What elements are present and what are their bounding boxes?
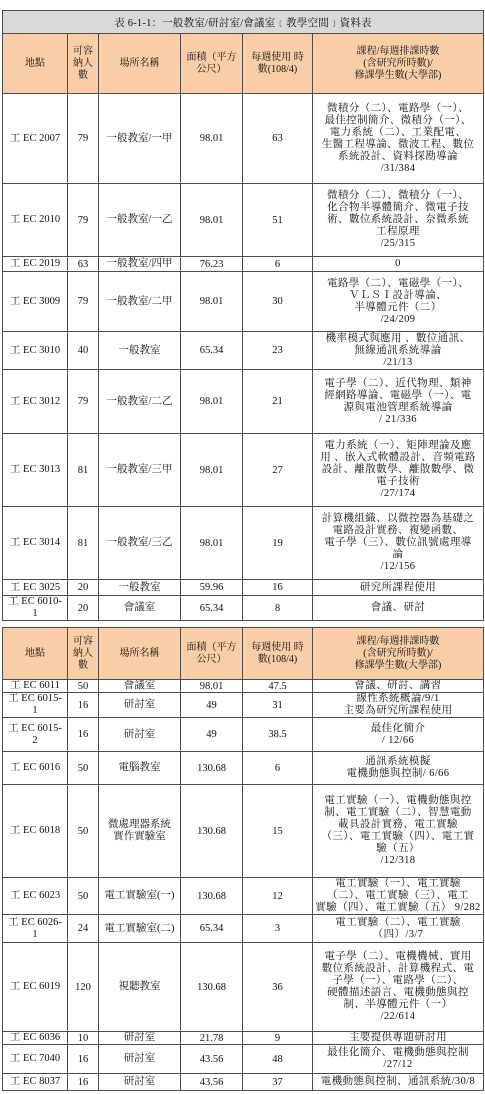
- courses-cell-line: 電工實驗（一）、電工實驗: [335, 878, 461, 889]
- courses-cell-line: 電子學（三）、數位訊號處理導: [324, 537, 472, 548]
- courses-cell-line: 電路設計實務、複變函數、: [332, 525, 464, 536]
- header-area-line: 公尺）: [196, 653, 227, 665]
- location-cell: [3, 1074, 68, 1091]
- weekly-hours-cell: 48: [243, 1045, 313, 1074]
- room-name-cell-line: 研討室: [123, 728, 156, 740]
- courses-cell-line: 電子技術: [376, 476, 420, 487]
- room-name-cell-line: 會議室: [123, 602, 156, 613]
- location-cell: [3, 680, 68, 693]
- header-room-name-line: 場所名稱: [119, 647, 160, 659]
- location-cell-line: 工 EC 6018: [9, 825, 61, 836]
- room-name-cell: [99, 785, 181, 878]
- location-cell-line: 工 EC 6015-: [8, 693, 62, 704]
- area-cell: 130.68: [181, 878, 243, 915]
- room-name-cell-line: 實作實驗室: [113, 831, 166, 842]
- courses-cell-line: 制、電工實驗（二）、智慧電動: [324, 807, 472, 818]
- table-row: [3, 332, 484, 370]
- courses-cell: [313, 943, 484, 1032]
- table-row: [3, 580, 484, 596]
- room-name-cell: [99, 370, 181, 434]
- courses-cell-line: 計算機組織、以微控器為基礎之: [321, 513, 475, 524]
- header-weekly-hours-line: 每週使用 時: [251, 641, 304, 653]
- table-row: [3, 370, 484, 434]
- area-cell: 98.01: [181, 272, 243, 332]
- weekly-hours-cell: 51: [243, 184, 313, 257]
- header-location-line: 地點: [25, 57, 45, 69]
- weekly-hours-cell: 21: [243, 370, 313, 434]
- location-cell: [3, 434, 68, 507]
- weekly-hours-cell: 23: [243, 332, 313, 370]
- courses-cell-line: / 21/336: [379, 413, 417, 425]
- location-cell: [3, 878, 68, 915]
- courses-cell-line: 最佳化簡介: [370, 722, 426, 734]
- area-cell: 59.96: [181, 580, 243, 596]
- capacity-cell: 16: [68, 718, 99, 752]
- area-cell: 98.01: [181, 184, 243, 257]
- table-row: [3, 257, 484, 272]
- header-row: [3, 34, 484, 94]
- capacity-cell: 16: [68, 1045, 99, 1074]
- capacity-cell: 16: [68, 1074, 99, 1091]
- header-area: [181, 34, 243, 94]
- location-cell-line: 工 EC 6010-: [8, 596, 62, 607]
- room-name-cell-line: 視聽教室: [118, 981, 161, 992]
- room-name-cell: [99, 596, 181, 621]
- location-cell: [3, 693, 68, 718]
- table-row: [3, 94, 484, 184]
- capacity-cell: 24: [68, 915, 99, 943]
- location-cell-line: 工 EC 3014: [9, 537, 61, 548]
- room-name-cell-line: 會議室: [123, 680, 156, 691]
- header-capacity-line: 納人: [73, 57, 93, 69]
- courses-cell-line: 機率模式與應用 、數位通訊、: [325, 332, 471, 344]
- courses-cell-line: /22/614: [380, 1011, 416, 1022]
- room-name-cell-line: 電腦教室: [118, 762, 161, 773]
- weekly-hours-cell: 12: [243, 878, 313, 915]
- room-name-cell: [99, 943, 181, 1032]
- courses-cell-line: 主要為研究所課程使用: [343, 705, 453, 716]
- courses-cell-line: 最佳控制簡介、微積分（一）、: [324, 114, 472, 126]
- courses-cell: [313, 1045, 484, 1074]
- header-courses-line: 課程/每週排課時數: [356, 45, 440, 57]
- room-name-cell-line: 一般教室/一甲: [106, 132, 173, 144]
- location-cell: [3, 257, 68, 272]
- location-cell: [3, 915, 68, 943]
- courses-cell-line: 論: [392, 549, 404, 560]
- courses-cell-line: /25/315: [380, 238, 416, 249]
- capacity-cell: 50: [68, 680, 99, 693]
- header-weekly-hours: [243, 628, 313, 680]
- courses-cell-line: 生醫工程導論、微波工程、數位: [321, 138, 475, 150]
- courses-cell: [313, 596, 484, 621]
- courses-cell-line: /12/156: [380, 561, 416, 572]
- courses-cell: [313, 507, 484, 580]
- room-name-cell: [99, 332, 181, 370]
- area-cell: 98.01: [181, 434, 243, 507]
- courses-cell-line: 設計、離散數學、離散數學、微: [321, 464, 475, 475]
- courses-cell-line: 半導體元件（二）: [354, 301, 442, 313]
- header-room-name-line: 場所名稱: [119, 57, 160, 69]
- area-cell: 49: [181, 718, 243, 752]
- courses-cell-line: 電機動態與控制、通訊系統/30/8: [320, 1076, 476, 1087]
- header-area-line: 面積（平方: [186, 51, 237, 63]
- location-cell: [3, 943, 68, 1032]
- courses-cell-line: 載具設計實務、電工實驗: [338, 819, 458, 830]
- courses-cell-line: /27/174: [380, 488, 416, 499]
- courses-cell-line: 工程原理: [376, 226, 420, 237]
- location-cell-line: 工 EC 3010: [9, 344, 61, 356]
- room-name-cell-line: 一般教室: [118, 344, 161, 356]
- capacity-cell: 16: [68, 693, 99, 718]
- capacity-cell: 81: [68, 434, 99, 507]
- header-room-name: [99, 34, 181, 94]
- location-cell: [3, 596, 68, 621]
- capacity-cell: 79: [68, 370, 99, 434]
- room-name-cell: [99, 752, 181, 785]
- title-row: [3, 11, 484, 34]
- area-cell: 49: [181, 693, 243, 718]
- courses-cell: [313, 785, 484, 878]
- location-cell: [3, 785, 68, 878]
- header-courses-line: 課程/每週排課時數: [356, 635, 440, 647]
- table-row: [3, 718, 484, 752]
- courses-cell-line: 系統設計、資料探勘導論: [338, 150, 458, 162]
- courses-cell: [313, 94, 484, 184]
- header-location-line: 地點: [25, 647, 45, 659]
- table-row: [3, 507, 484, 580]
- header-capacity-line: 數: [78, 69, 88, 81]
- capacity-cell: 50: [68, 878, 99, 915]
- location-cell-line: 工 EC 3025: [9, 581, 61, 593]
- header-capacity: [68, 34, 99, 94]
- courses-cell-line: 微積分（二）、電路學（一）、: [326, 102, 470, 114]
- location-cell: [3, 507, 68, 580]
- header-courses-line: 修課學生數(大學部): [354, 659, 442, 671]
- header-capacity-line: 納人: [73, 647, 93, 659]
- location-cell-line: 1: [32, 928, 38, 940]
- courses-cell: [313, 370, 484, 434]
- capacity-cell: 20: [68, 596, 99, 621]
- courses-cell-line: 電力系統（一）、矩陣理論及應: [324, 440, 472, 451]
- location-cell: [3, 184, 68, 257]
- location-cell-line: 工 EC 3009: [9, 295, 61, 307]
- header-courses-line: (含研究所時數)/: [363, 57, 433, 69]
- location-cell: [3, 272, 68, 332]
- header-room-name: [99, 628, 181, 680]
- weekly-hours-cell: 19: [243, 507, 313, 580]
- location-cell-line: 工 EC 7040: [9, 1053, 61, 1064]
- header-courses: [313, 628, 484, 680]
- capacity-cell: 10: [68, 1032, 99, 1045]
- weekly-hours-cell: 3: [243, 915, 313, 943]
- room-name-cell: [99, 507, 181, 580]
- courses-cell-line: 數位系統設計、計算機程式、電: [321, 963, 475, 974]
- weekly-hours-cell: 8: [243, 596, 313, 621]
- room-name-cell: [99, 1032, 181, 1045]
- header-weekly-hours-line: 數(108/4): [257, 63, 298, 75]
- location-cell: [3, 1045, 68, 1074]
- location-cell-line: 工 EC 6036: [9, 1032, 61, 1043]
- room-name-cell-line: 電工實驗室(二): [104, 922, 175, 934]
- room-name-cell-line: 微處理器系統: [108, 819, 171, 830]
- weekly-hours-cell: 31: [243, 693, 313, 718]
- location-cell-line: 工 EC 6015-: [8, 722, 62, 734]
- location-cell: [3, 752, 68, 785]
- courses-cell-line: 經網路導論、電磁學（一）、電: [324, 389, 472, 401]
- header-courses-line: (含研究所時數)/: [363, 647, 433, 659]
- room-name-cell: [99, 272, 181, 332]
- location-cell-line: 工 EC 6026-: [8, 916, 62, 928]
- weekly-hours-cell: 15: [243, 785, 313, 878]
- header-area-line: 公尺）: [196, 63, 227, 75]
- weekly-hours-cell: 38.5: [243, 718, 313, 752]
- location-cell-line: 工 EC 6019: [9, 981, 61, 992]
- table-row: [3, 785, 484, 878]
- area-cell: 21.78: [181, 1032, 243, 1045]
- location-cell-line: 工 EC 8037: [9, 1076, 61, 1087]
- capacity-cell: 63: [68, 257, 99, 272]
- location-cell-line: 工 EC 3013: [9, 464, 61, 475]
- teaching-space-table-part-2: [2, 627, 484, 1091]
- header-location: [3, 628, 68, 680]
- header-area: [181, 628, 243, 680]
- header-courses-line: 修課學生數(大學部): [354, 69, 442, 81]
- courses-cell-line: 線性系統概論/9/1: [356, 693, 440, 704]
- header-courses: [313, 34, 484, 94]
- area-cell: 98.01: [181, 370, 243, 434]
- courses-cell-line: （四）/3/7: [372, 928, 424, 940]
- courses-cell-line: 電力系統（二）、工業配電、: [329, 126, 467, 138]
- room-name-cell: [99, 434, 181, 507]
- courses-cell-line: 電路學（二）、電磁學（一）、: [326, 277, 470, 289]
- courses-cell-line: 源與電池管理系統導論: [343, 401, 453, 413]
- room-name-cell: [99, 693, 181, 718]
- header-weekly-hours: [243, 34, 313, 94]
- teaching-space-table-part-1: [2, 10, 484, 621]
- courses-cell-line: （二）、電工實驗（三）、電工: [326, 890, 470, 901]
- location-cell-line: 工 EC 2007: [9, 132, 61, 144]
- location-cell-line: 工 EC 6011: [10, 680, 60, 691]
- table-row: [3, 752, 484, 785]
- capacity-cell: 81: [68, 507, 99, 580]
- courses-cell: [313, 915, 484, 943]
- room-name-cell: [99, 718, 181, 752]
- location-cell-line: 工 EC 6016: [9, 762, 61, 773]
- room-name-cell: [99, 915, 181, 943]
- capacity-cell: 50: [68, 785, 99, 878]
- courses-cell: [313, 257, 484, 272]
- courses-cell-line: 化合物半導體簡介、微電子技: [327, 202, 469, 213]
- table-row: [3, 1074, 484, 1091]
- location-cell-line: 工 EC 3012: [9, 395, 61, 407]
- courses-cell-line: 無線通訊系統導論: [354, 344, 442, 356]
- courses-cell: [313, 680, 484, 693]
- courses-cell-line: 子學（一）、電路學（二）、: [332, 975, 464, 986]
- room-name-cell: [99, 680, 181, 693]
- courses-cell: [313, 272, 484, 332]
- room-name-cell-line: 一般教室/二乙: [106, 395, 173, 407]
- area-cell: 65.34: [181, 332, 243, 370]
- weekly-hours-cell: 9: [243, 1032, 313, 1045]
- table-row: [3, 184, 484, 257]
- location-cell: [3, 580, 68, 596]
- courses-cell-line: / 12/66: [381, 734, 415, 746]
- courses-cell-line: /12/318: [380, 855, 416, 866]
- weekly-hours-cell: 30: [243, 272, 313, 332]
- courses-cell-line: 最佳化簡介、電機動態與控制: [327, 1047, 469, 1058]
- courses-cell-line: 電子學（二）、電機機械、實用: [324, 951, 472, 962]
- weekly-hours-cell: 37: [243, 1074, 313, 1091]
- courses-cell: [313, 1074, 484, 1091]
- room-name-cell-line: 一般教室/一乙: [106, 214, 173, 225]
- courses-cell-line: /27/12: [383, 1059, 413, 1070]
- table-row: [3, 693, 484, 718]
- room-name-cell: [99, 184, 181, 257]
- courses-cell: [313, 878, 484, 915]
- room-name-cell: [99, 580, 181, 596]
- weekly-hours-cell: 6: [243, 257, 313, 272]
- area-cell: 98.01: [181, 94, 243, 184]
- capacity-cell: 79: [68, 184, 99, 257]
- header-capacity-line: 可容: [73, 635, 93, 647]
- room-name-cell-line: 研討室: [123, 1053, 156, 1064]
- courses-cell-line: 硬體描述語言、電機動態與控: [327, 987, 469, 998]
- table-row: [3, 943, 484, 1032]
- header-capacity-line: 可容: [73, 45, 93, 57]
- courses-cell-line: 會議、研討: [370, 602, 426, 613]
- room-name-cell: [99, 1045, 181, 1074]
- room-name-cell: [99, 878, 181, 915]
- courses-cell-line: 主要提供專題研討用: [348, 1032, 448, 1043]
- courses-cell: [313, 752, 484, 785]
- table-row: [3, 1045, 484, 1074]
- room-name-cell-line: 一般教室: [118, 581, 161, 593]
- area-cell: 130.68: [181, 785, 243, 878]
- header-capacity: [68, 628, 99, 680]
- courses-cell-line: 0: [395, 258, 401, 269]
- courses-cell-line: 驗（五）: [376, 843, 420, 854]
- weekly-hours-cell: 27: [243, 434, 313, 507]
- area-cell: 43.56: [181, 1045, 243, 1074]
- courses-cell: [313, 580, 484, 596]
- weekly-hours-cell: 63: [243, 94, 313, 184]
- location-cell-line: 1: [32, 705, 38, 716]
- courses-cell-line: 微積分（二）、微積分（一）、: [326, 190, 470, 201]
- table-row: [3, 915, 484, 943]
- courses-cell-line: 電工實驗（一）、電機動態與控: [324, 795, 472, 806]
- location-cell: [3, 370, 68, 434]
- courses-cell: [313, 332, 484, 370]
- courses-cell-line: 制、半導體元件（一）: [343, 999, 453, 1010]
- courses-cell-line: 術、數位系統設計、奈微系統: [327, 214, 469, 225]
- room-name-cell-line: 一般教室/二甲: [106, 295, 173, 307]
- header-weekly-hours-line: 每週使用 時: [251, 51, 304, 63]
- weekly-hours-cell: 36: [243, 943, 313, 1032]
- location-cell: [3, 332, 68, 370]
- area-cell: 76.23: [181, 257, 243, 272]
- area-cell: 65.34: [181, 915, 243, 943]
- area-cell: 130.68: [181, 943, 243, 1032]
- courses-cell-line: /31/384: [380, 162, 416, 174]
- area-cell: 130.68: [181, 752, 243, 785]
- courses-cell-line: ＶＬＳＩ設計導論、: [348, 289, 448, 301]
- room-name-cell-line: 一般教室/三甲: [106, 464, 173, 475]
- location-cell-line: 2: [32, 734, 38, 746]
- weekly-hours-cell: 16: [243, 580, 313, 596]
- room-name-cell: [99, 94, 181, 184]
- location-cell: [3, 1032, 68, 1045]
- courses-cell-line: 會議、研討、講習: [354, 680, 442, 691]
- courses-cell-line: 通訊系統模擬: [365, 756, 431, 767]
- table-row: [3, 878, 484, 915]
- location-cell-line: 工 EC 2010: [9, 214, 61, 225]
- courses-cell-line: （三）、電工實驗（四）、電工實: [321, 831, 475, 842]
- room-name-cell-line: 電工實驗室(一): [104, 890, 175, 901]
- room-name-cell-line: 一般教室/三乙: [106, 537, 173, 548]
- capacity-cell: 40: [68, 332, 99, 370]
- room-name-cell-line: 研討室: [123, 1032, 156, 1043]
- location-cell: [3, 718, 68, 752]
- table-row: [3, 596, 484, 621]
- room-name-cell-line: 一般教室/四甲: [106, 258, 173, 269]
- location-cell-line: 工 EC 6023: [9, 890, 61, 901]
- table-row: [3, 434, 484, 507]
- courses-cell-line: 電子學（二）、近代物理、類神: [324, 377, 472, 389]
- area-cell: 98.01: [181, 680, 243, 693]
- capacity-cell: 50: [68, 752, 99, 785]
- table-row: [3, 680, 484, 693]
- room-name-cell: [99, 1074, 181, 1091]
- room-name-cell-line: 研討室: [123, 699, 156, 710]
- courses-cell-line: 研究所課程使用: [359, 581, 437, 593]
- courses-cell: [313, 434, 484, 507]
- header-area-line: 面積（平方: [186, 641, 237, 653]
- capacity-cell: 79: [68, 272, 99, 332]
- capacity-cell: 120: [68, 943, 99, 1032]
- weekly-hours-cell: 6: [243, 752, 313, 785]
- header-row: [3, 628, 484, 680]
- table-title: 表 6-1-1：一般教室/研討室/會議室﹝教學空間﹞資料表: [3, 11, 484, 34]
- room-name-cell: [99, 257, 181, 272]
- courses-cell: [313, 718, 484, 752]
- area-cell: 65.34: [181, 596, 243, 621]
- capacity-cell: 20: [68, 580, 99, 596]
- header-location: [3, 34, 68, 94]
- courses-cell-line: 用 、嵌入式軟體設計、音頻電路: [320, 452, 476, 463]
- courses-cell: [313, 184, 484, 257]
- header-capacity-line: 數: [78, 659, 88, 671]
- header-weekly-hours-line: 數(108/4): [257, 653, 298, 665]
- courses-cell: [313, 1032, 484, 1045]
- courses-cell-line: 實驗（四）、電工實驗（五） 9/282: [315, 902, 481, 913]
- capacity-cell: 79: [68, 94, 99, 184]
- table-row: [3, 1032, 484, 1045]
- area-cell: 43.56: [181, 1074, 243, 1091]
- courses-cell: [313, 693, 484, 718]
- room-name-cell-line: 研討室: [123, 1076, 156, 1087]
- location-cell-line: 工 EC 2019: [9, 258, 61, 269]
- area-cell: 98.01: [181, 507, 243, 580]
- weekly-hours-cell: 47.5: [243, 680, 313, 693]
- courses-cell-line: 電工實驗（二）、電工實驗: [335, 916, 461, 928]
- location-cell: [3, 94, 68, 184]
- courses-cell-line: /21/13: [383, 356, 413, 368]
- courses-cell-line: /24/209: [380, 313, 416, 325]
- location-cell-line: 1: [32, 608, 38, 619]
- table-row: [3, 272, 484, 332]
- courses-cell-line: 電機動態與控制/ 6/66: [346, 768, 450, 779]
